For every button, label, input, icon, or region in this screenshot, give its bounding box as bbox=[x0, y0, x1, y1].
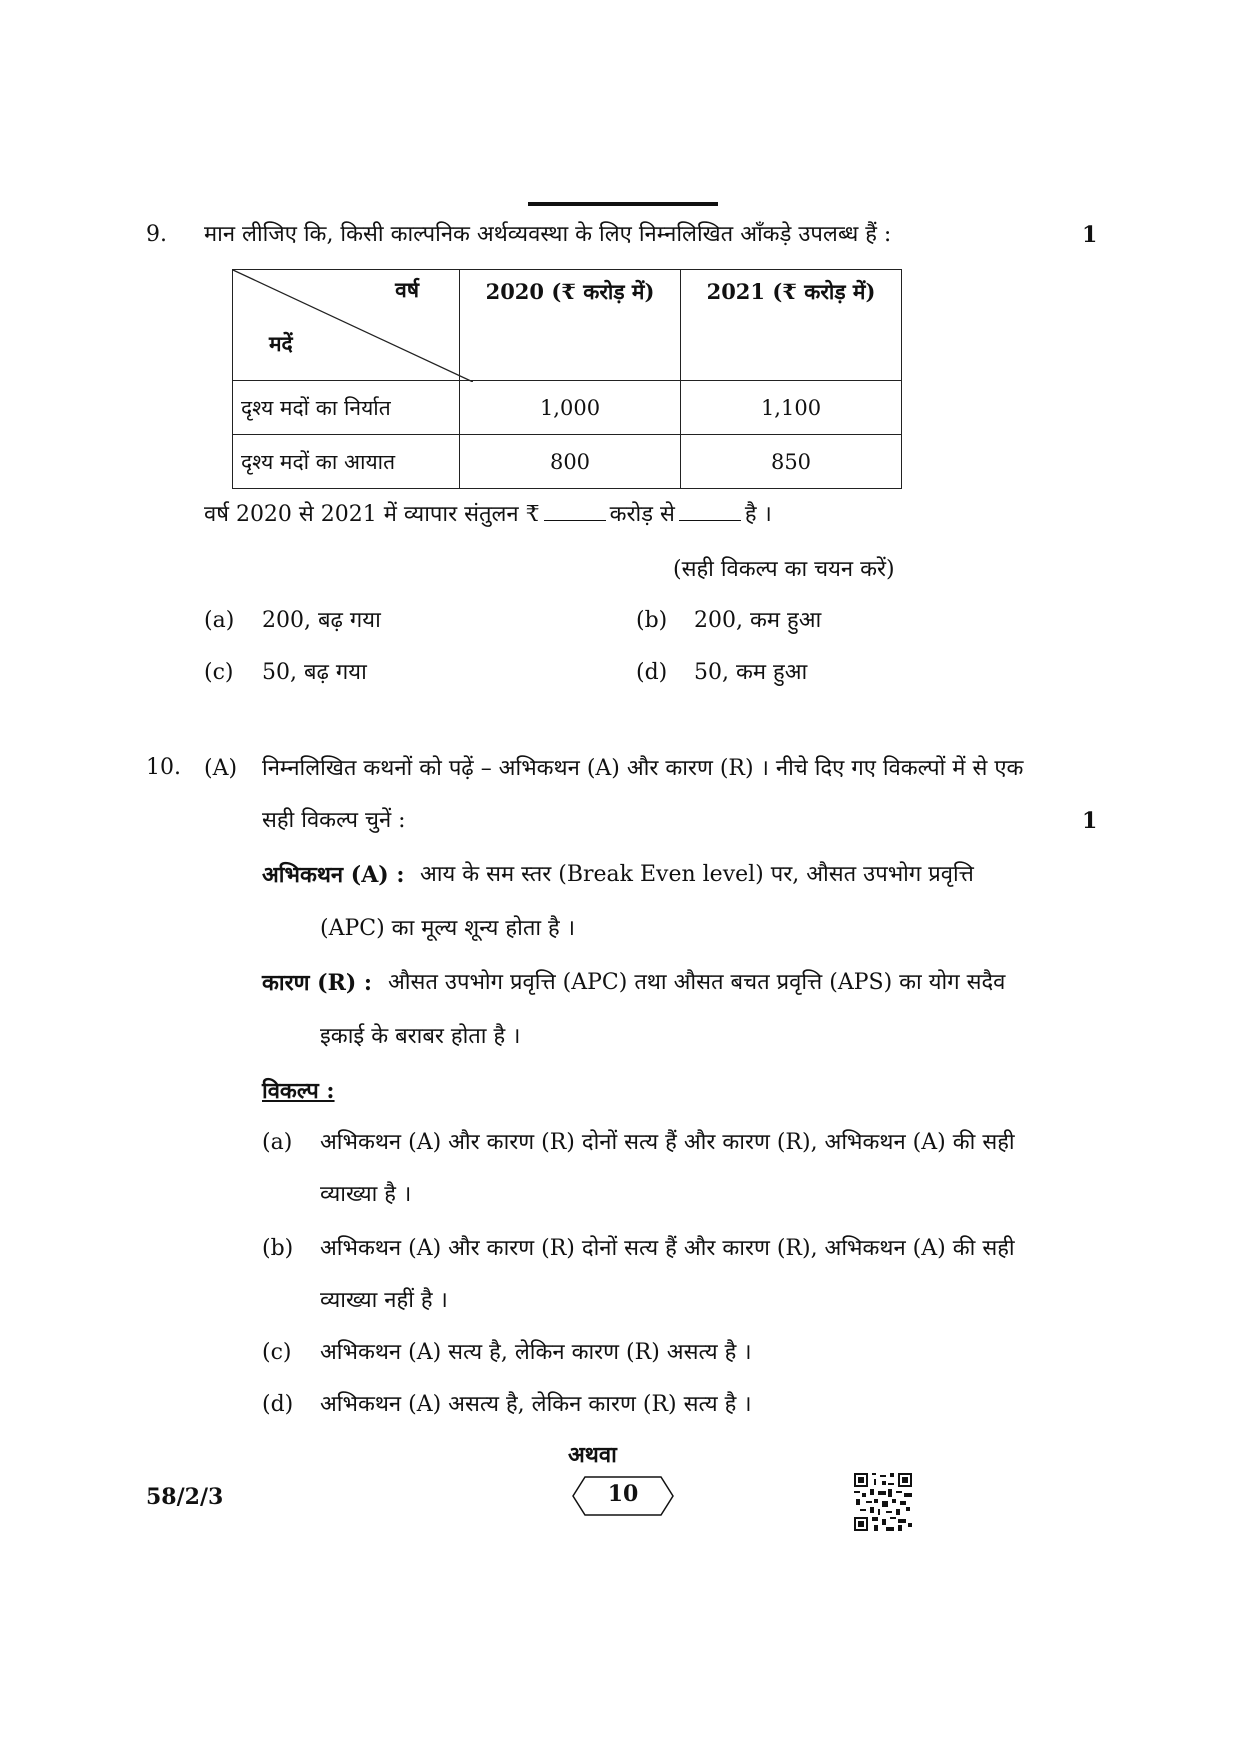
top-rule bbox=[528, 202, 718, 206]
answer-blank-1 bbox=[544, 502, 606, 521]
q10-option-a-key: (a) bbox=[262, 1130, 293, 1155]
cell-value-2021: 1,100 bbox=[681, 381, 902, 435]
q9-fill-sentence bbox=[204, 500, 772, 530]
column-header-2021: 2021 (₹ करोड़ में) bbox=[681, 270, 902, 381]
q10-option-d-line-1: अभिकथन (A) असत्य है, लेकिन कारण (R) सत्य है । bbox=[320, 1392, 752, 1417]
assertion-line-2: (APC) का मूल्य शून्य होता है । bbox=[320, 916, 576, 941]
q10-stem-line-2: सही विकल्प चुनें : bbox=[262, 808, 406, 833]
q10-option-b-line-1: अभिकथन (A) और कारण (R) दोनों सत्य हैं और कारण (R), अभिकथन (A) की सही bbox=[320, 1236, 1015, 1261]
q10-stem-line-1: निम्नलिखित कथनों को पढ़ें – अभिकथन (A) और कारण (R) । नीचे दिए गए विकल्पों में से एक bbox=[262, 756, 1024, 781]
q9-option-c-text: 50, बढ़ गया bbox=[262, 660, 367, 685]
page-number-box bbox=[571, 1475, 675, 1521]
q9-option-c-key: (c) bbox=[204, 660, 234, 685]
assertion-label: अभिकथन (A) : bbox=[262, 862, 405, 888]
column-header-2020: 2020 (₹ करोड़ में) bbox=[460, 270, 681, 381]
q9-option-a-key: (a) bbox=[204, 608, 235, 633]
options-label: विकल्प : bbox=[262, 1078, 335, 1104]
q10-option-c-line-1: अभिकथन (A) सत्य है, लेकिन कारण (R) असत्य है । bbox=[320, 1340, 752, 1365]
q9-option-d-text: 50, कम हुआ bbox=[694, 660, 808, 685]
q9-marks: 1 bbox=[1082, 222, 1098, 248]
q10-number: 10. bbox=[146, 755, 181, 780]
q9-data-table bbox=[232, 269, 902, 489]
q9-option-b-text: 200, कम हुआ bbox=[694, 608, 822, 633]
q10-part: (A) bbox=[204, 756, 238, 781]
page-number: 10 bbox=[607, 1481, 639, 1507]
assertion-line-1: आय के सम स्तर (Break Even level) पर, औसत उपभोग प्रवृत्ति bbox=[420, 862, 974, 887]
row-label: दृश्य मदों का निर्यात bbox=[233, 381, 460, 435]
cell-value-2020: 800 bbox=[460, 435, 681, 489]
reason-label: कारण (R) : bbox=[262, 970, 373, 996]
corner-items-label: मदें bbox=[269, 331, 293, 356]
q10-option-b-key: (b) bbox=[262, 1236, 294, 1261]
paper-code: 58/2/3 bbox=[146, 1484, 224, 1510]
sentence-part-2: करोड़ से bbox=[609, 502, 675, 527]
sentence-part-3: है । bbox=[744, 502, 772, 527]
reason-line-1: औसत उपभोग प्रवृत्ति (APC) तथा औसत बचत प्रवृत्ति (APS) का योग सदैव bbox=[388, 970, 1006, 995]
or-text: अथवा bbox=[568, 1442, 617, 1468]
q10-option-a-line-2: व्याख्या है । bbox=[320, 1182, 412, 1207]
row-label: दृश्य मदों का आयात bbox=[233, 435, 460, 489]
corner-year-label: वर्ष bbox=[395, 277, 419, 302]
q9-option-a-text: 200, बढ़ गया bbox=[262, 608, 381, 633]
q9-instruction: (सही विकल्प का चयन करें) bbox=[673, 557, 895, 582]
answer-blank-2 bbox=[679, 502, 741, 521]
table-corner-cell bbox=[233, 270, 460, 381]
q9-option-d-key: (d) bbox=[636, 660, 668, 685]
q10-option-b-line-2: व्याख्या नहीं है । bbox=[320, 1288, 448, 1313]
sentence-part-1: वर्ष 2020 से 2021 में व्यापार संतुलन ₹ bbox=[204, 502, 540, 527]
q9-option-b-key: (b) bbox=[636, 608, 668, 633]
reason-line-2: इकाई के बराबर होता है । bbox=[320, 1024, 521, 1049]
q9-number: 9. bbox=[146, 222, 167, 247]
diagonal-divider bbox=[233, 270, 473, 382]
q10-option-a-line-1: अभिकथन (A) और कारण (R) दोनों सत्य हैं और कारण (R), अभिकथन (A) की सही bbox=[320, 1130, 1015, 1155]
q10-option-c-key: (c) bbox=[262, 1340, 292, 1365]
qr-code-icon bbox=[854, 1473, 912, 1531]
q9-stem: मान लीजिए कि, किसी काल्पनिक अर्थव्यवस्था के लिए निम्नलिखित आँकड़े उपलब्ध हैं : bbox=[204, 222, 892, 247]
cell-value-2020: 1,000 bbox=[460, 381, 681, 435]
table-header-row bbox=[233, 270, 902, 381]
table-row bbox=[233, 381, 902, 435]
q10-option-d-key: (d) bbox=[262, 1392, 294, 1417]
table-row bbox=[233, 435, 902, 489]
q10-marks: 1 bbox=[1082, 808, 1098, 834]
cell-value-2021: 850 bbox=[681, 435, 902, 489]
